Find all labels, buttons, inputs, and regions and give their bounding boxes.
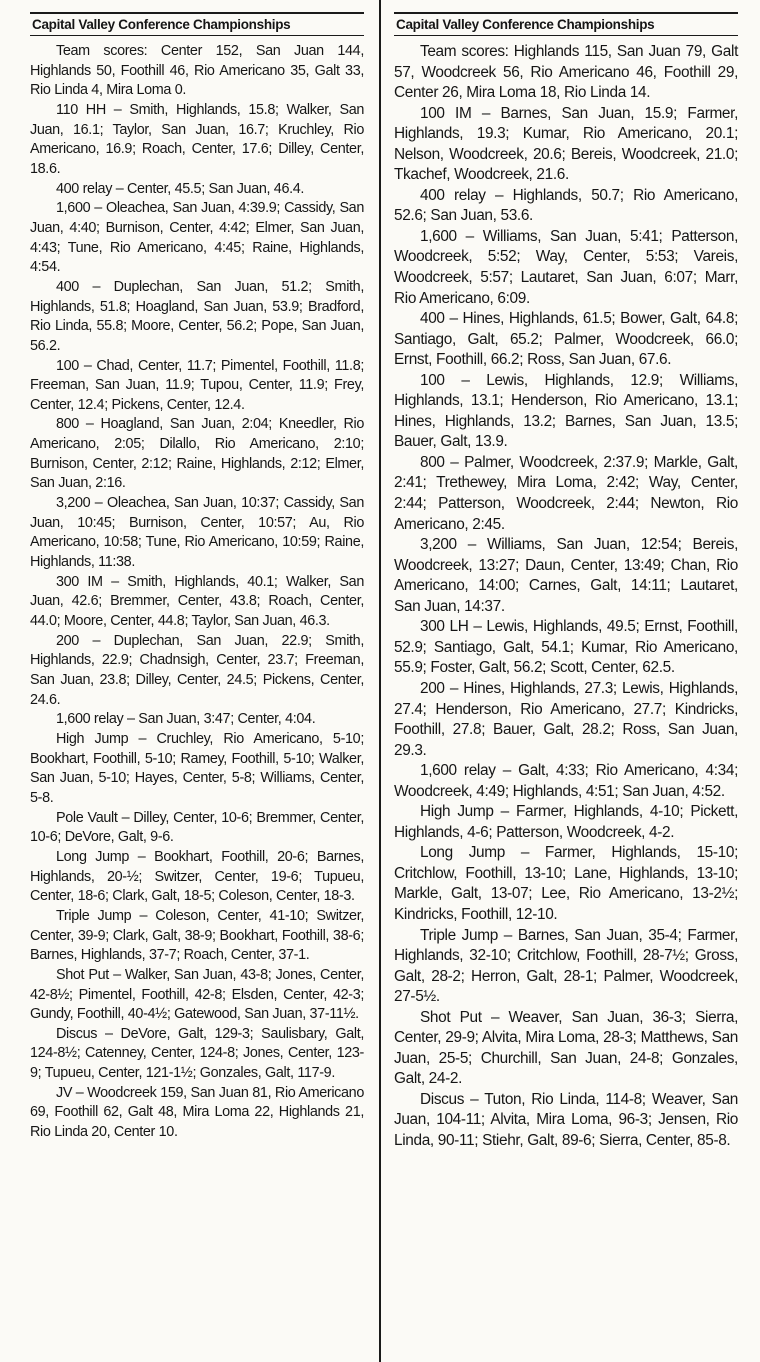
left-column (30, 0, 364, 1143)
right-paragraph: 400 relay – Highlands, 50.7; Rio Americano, 52.6; San Juan, 53.6. (394, 186, 738, 225)
left-paragraph: Shot Put – Walker, San Juan, 43-8; Jones, Center, 42-8½; Pimentel, Foothill, 42-8; Elsden, Center, 42-3; Gundy, Foothill, 40-4½; Gatewood, San Juan, 37-11½. (30, 966, 364, 1023)
left-paragraph: 100 – Chad, Center, 11.7; Pimentel, Foothill, 11.8; Freeman, San Juan, 11.9; Tupou, Center, 11.9; Frey, Center, 12.4; Pickens, Center, 12.4. (30, 357, 364, 413)
left-paragraph: 3,200 – Oleachea, San Juan, 10:37; Cassidy, San Juan, 10:45; Burnison, Center, 10:57; Au, Rio Americano, 10:58; Tune, Rio Americano, 10:59; Raine, Highlands, 11:38. (30, 495, 364, 571)
left-paragraph: 400 – Duplechan, San Juan, 51.2; Smith, Highlands, 51.8; Hoagland, San Juan, 53.9; Bradford, Rio Linda, 55.8; Moore, Center, 56.2; Pope, San Juan, 56.2. (30, 278, 364, 354)
right-column-heading: Capital Valley Conference Championships (394, 12, 738, 36)
right-paragraph: 100 IM – Barnes, San Juan, 15.9; Farmer, Highlands, 19.3; Kumar, Rio Americano, 20.1; Nelson, Woodcreek, 20.6; Bereis, Woodcreek, 21.0; Tkachef, Woodcreek, 21.6. (394, 104, 738, 184)
right-paragraph: 100 – Lewis, Highlands, 12.9; Williams, Highlands, 13.1; Henderson, Rio Americano, 13.1; Hines, Highlands, 13.2; Barnes, San Juan, 13.5; Bauer, Galt, 13.9. (394, 371, 738, 451)
left-paragraph: Team scores: Center 152, San Juan 144, Highlands 50, Foothill 46, Rio Americano 35, Galt 33, Rio Linda 4, Mira Loma 0. (30, 43, 364, 99)
right-paragraph: 3,200 – Williams, San Juan, 12:54; Bereis, Woodcreek, 13:27; Daun, Center, 13:49; Chan, Rio Americano, 14:00; Carnes, Galt, 14:11; Lautaret, San Juan, 14:37. (394, 536, 738, 615)
right-paragraph: 400 – Hines, Highlands, 61.5; Bower, Galt, 64.8; Santiago, Galt, 65.2; Palmer, Woodcreek, 66.0; Ernst, Foothill, 66.2; Ross, San Juan, 67.6. (394, 310, 738, 369)
column-divider (379, 0, 381, 1362)
left-paragraph: 300 IM – Smith, Highlands, 40.1; Walker, San Juan, 42.6; Bremmer, Center, 43.8; Roach, Center, 44.0; Moore, Center, 44.8; Taylor, San Juan, 46.3. (30, 573, 364, 630)
right-paragraph: 200 – Hines, Highlands, 27.3; Lewis, Highlands, 27.4; Henderson, Rio Americano, 27.7; Kindricks, Foothill, 27.8; Bauer, Galt, 28.2; Ross, San Juan, 29.3. (394, 679, 738, 759)
left-paragraph: 1,600 – Oleachea, San Juan, 4:39.9; Cassidy, San Juan, 4:40; Burnison, Center, 4:42; Elmer, San Juan, 4:43; Tune, Rio Americano, 4:45; Raine, Highlands, 4:54. (30, 200, 364, 276)
left-results (30, 42, 364, 1143)
right-results (394, 42, 738, 1152)
right-paragraph: 300 LH – Lewis, Highlands, 49.5; Ernst, Foothill, 52.9; Santiago, Galt, 54.1; Kumar, Rio Americano, 55.9; Foster, Galt, 56.2; Scott, Center, 62.5. (394, 618, 738, 677)
right-paragraph: Long Jump – Farmer, Highlands, 15-10; Critchlow, Foothill, 13-10; Lane, Highlands, 13-10; Markle, Galt, 13-07; Lee, Rio Americano, 13-2½; Kindricks, Foothill, 12-10. (394, 844, 738, 923)
right-paragraph: Shot Put – Weaver, San Juan, 36-3; Sierra, Center, 29-9; Alvita, Mira Loma, 28-3; Matthews, San Juan, 25-5; Churchill, San Juan, 24-8; Gonzales, Galt, 24-2. (394, 1008, 738, 1088)
left-paragraph: 110 HH – Smith, Highlands, 15.8; Walker, San Juan, 16.1; Taylor, San Juan, 16.7; Kruchley, Rio Americano, 16.9; Roach, Center, 17.6; Dilley, Center, 18.6. (30, 101, 364, 177)
right-column (394, 0, 738, 1152)
right-paragraph: Discus – Tuton, Rio Linda, 114-8; Weaver, San Juan, 104-11; Alvita, Mira Loma, 96-3; Jensen, Rio Linda, 90-11; Stiehr, Galt, 89-6; Sierra, Center, 85-8. (394, 1090, 738, 1149)
right-paragraph: 800 – Palmer, Woodcreek, 2:37.9; Markle, Galt, 2:41; Trethewey, Mira Loma, 2:42; Way, Center, 2:44; Patterson, Woodcreek, 2:44; Newton, Rio Americano, 2:45. (394, 453, 738, 533)
left-paragraph: 1,600 relay – San Juan, 3:47; Center, 4:04. (56, 711, 316, 728)
right-paragraph: Team scores: Highlands 115, San Juan 79, Galt 57, Woodcreek 56, Rio Americano 46, Foothill 29, Center 26, Mira Loma 18, Rio Linda 14. (394, 43, 738, 102)
left-paragraph: Discus – DeVore, Galt, 129-3; Saulisbary, Galt, 124-8½; Catenney, Center, 124-8; Jones, Center, 123-9; Tupueu, Center, 121-1½; Gonzales, Galt, 117-9. (30, 1025, 364, 1082)
left-paragraph: High Jump – Cruchley, Rio Americano, 5-10; Bookhart, Foothill, 5-10; Ramey, Foothill, 5-10; Walker, San Juan, 5-10; Hayes, Center, 5-8; Williams, Center, 5-8. (30, 730, 364, 806)
left-paragraph: 800 – Hoagland, San Juan, 2:04; Kneedler, Rio Americano, 2:05; Dilallo, Rio Americano, 2:10; Burnison, Center, 2:12; Raine, Highlands, 2:12; Elmer, San Juan, 2:16. (30, 416, 364, 492)
left-paragraph: Triple Jump – Coleson, Center, 41-10; Switzer, Center, 39-9; Clark, Galt, 38-9; Bookhart, Foothill, 38-6; Barnes, Highlands, 37-7; Roach, Center, 37-1. (30, 907, 364, 964)
left-paragraph: JV – Woodcreek 159, San Juan 81, Rio Americano 69, Foothill 62, Galt 48, Mira Loma 22, Highlands 21, Rio Linda 20, Center 10. (30, 1084, 364, 1141)
right-paragraph: Triple Jump – Barnes, San Juan, 35-4; Farmer, Highlands, 32-10; Critchlow, Foothill, 28-7½; Gross, Galt, 28-2; Herron, Galt, 28-1; Palmer, Woodcreek, 27-5½. (394, 926, 738, 1006)
left-paragraph: 200 – Duplechan, San Juan, 22.9; Smith, Highlands, 22.9; Chadnsigh, Center, 23.7; Freeman, San Juan, 23.8; Dilley, Center, 24.5; Pickens, Center, 24.6. (30, 632, 364, 708)
left-paragraph: Long Jump – Bookhart, Foothill, 20-6; Barnes, Highlands, 20-½; Switzer, Center, 19-6; Tupueu, Center, 18-6; Clark, Galt, 18-5; Coleson, Center, 18-3. (30, 848, 364, 905)
right-paragraph: 1,600 – Williams, San Juan, 5:41; Patterson, Woodcreek, 5:52; Way, Center, 5:53; Vareis, Woodcreek, 5:57; Lautaret, San Juan, 6:07; Marr, Rio Americano, 6:09. (394, 227, 738, 307)
right-paragraph: 1,600 relay – Galt, 4:33; Rio Americano, 4:34; Woodcreek, 4:49; Highlands, 4:51; San Juan, 4:52. (394, 762, 738, 800)
left-paragraph: 400 relay – Center, 45.5; San Juan, 46.4. (56, 180, 305, 197)
left-paragraph: Pole Vault – Dilley, Center, 10-6; Bremmer, Center, 10-6; DeVore, Galt, 9-6. (30, 809, 364, 846)
left-column-heading: Capital Valley Conference Championships (30, 12, 364, 36)
right-paragraph: High Jump – Farmer, Highlands, 4-10; Pickett, Highlands, 4-6; Patterson, Woodcreek, 4-2. (394, 803, 738, 841)
